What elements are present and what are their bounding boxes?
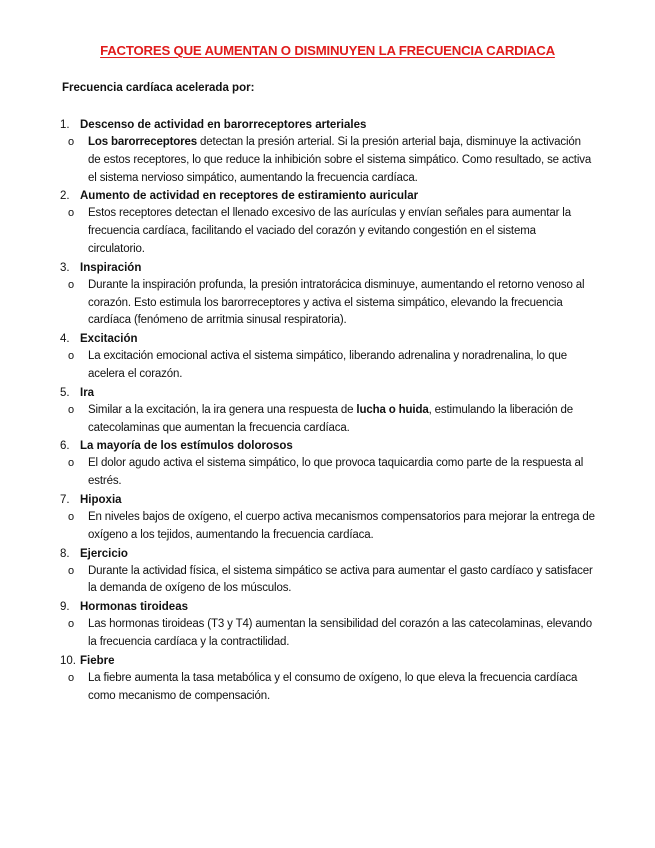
list-item — [0, 259, 655, 330]
item-heading: Descenso de actividad en barorreceptores arteriales — [80, 119, 367, 131]
item-body: El dolor agudo activa el sistema simpático, lo que provoca taquicardia como parte de la respuesta al estrés. — [88, 457, 584, 488]
bullet-icon: o — [68, 618, 75, 631]
list-item — [0, 491, 655, 545]
document-title: FACTORES QUE AUMENTAN O DISMINUYEN LA FRECUENCIA CARDIACA — [100, 43, 555, 58]
item-number: 4. — [60, 333, 70, 346]
list-item — [0, 384, 655, 438]
bullet-icon: o — [68, 403, 75, 416]
item-heading: Hormonas tiroideas — [80, 601, 188, 614]
item-body: En niveles bajos de oxígeno, el cuerpo activa mecanismos compensatorios para mejorar la entrega de oxígeno a los tejidos, aumentando la frecuencia cardíaca. — [88, 510, 595, 541]
item-body-text: , estimulando la liberación de catecolaminas que aumentan la frecuencia cardíaca. — [88, 403, 574, 434]
item-number: 10. — [60, 654, 76, 667]
list-item — [0, 330, 655, 384]
list-item — [0, 652, 655, 706]
factors-list — [0, 116, 655, 705]
list-item — [0, 545, 655, 599]
item-number: 3. — [60, 261, 70, 274]
item-heading: Ira — [80, 386, 95, 399]
list-item — [0, 187, 655, 258]
bullet-icon: o — [68, 207, 75, 220]
item-body-text-pre: Similar a la excitación, la ira genera una respuesta de — [88, 403, 357, 416]
item-body: Durante la inspiración profunda, la presión intratorácica disminuye, aumentando el retorno venoso al corazón. Esto estimula los barorreceptores y activa el sistema simpático, elevando la frecuencia cardíaca (fenómeno de arritmia sinusal respiratoria). — [88, 278, 585, 327]
item-number: 1. — [60, 119, 70, 131]
bullet-icon: o — [68, 671, 75, 684]
item-body — [88, 134, 595, 187]
item-body: Estos receptores detectan el llenado excesivo de las aurículas y envían señales para aumentar la frecuencia cardíaca, facilitando el vaciado del corazón y evitando congestión en el sistema circulatorio. — [88, 207, 571, 255]
item-number: 6. — [60, 440, 70, 453]
list-item — [0, 116, 655, 187]
item-body-text: detectan la presión arterial. Si la presión arterial baja, disminuye la activación de estos receptores, lo que reduce la inhibición sobre el sistema simpático. Como resultado, se activa el sistema nervioso simpático, aumentando la frecuencia cardíaca. — [88, 136, 592, 184]
item-number: 5. — [60, 386, 70, 399]
bullet-icon: o — [68, 510, 75, 523]
item-heading: La mayoría de los estímulos dolorosos — [80, 440, 293, 453]
item-heading: Inspiración — [80, 261, 142, 274]
item-body-bold: lucha o huida — [356, 403, 429, 416]
section-subtitle: Frecuencia cardíaca acelerada por: — [62, 82, 255, 94]
item-number: 7. — [60, 493, 70, 506]
bullet-icon: o — [68, 278, 75, 291]
item-body: Las hormonas tiroideas (T3 y T4) aumentan la sensibilidad del corazón a las catecolaminas, elevando la frecuencia cardíaca y la contractilidad. — [88, 618, 593, 648]
bullet-icon: o — [68, 350, 75, 363]
item-number: 9. — [60, 601, 70, 614]
item-number: 8. — [60, 547, 70, 560]
bullet-icon: o — [68, 457, 75, 470]
item-body — [88, 402, 595, 438]
item-number: 2. — [60, 190, 70, 203]
bullet-icon: o — [68, 564, 75, 577]
item-body: Durante la actividad física, el sistema simpático se activa para aumentar el gasto cardíaco y satisfacer la demanda de oxígeno de los músculos. — [88, 564, 593, 595]
list-item — [0, 437, 655, 491]
item-body-bold: Los barorreceptores — [88, 136, 197, 148]
list-item — [0, 598, 655, 652]
item-heading: Fiebre — [80, 654, 115, 667]
item-heading: Hipoxia — [80, 493, 122, 506]
item-heading: Ejercicio — [80, 547, 128, 560]
item-body: La fiebre aumenta la tasa metabólica y el consumo de oxígeno, lo que eleva la frecuencia cardíaca como mecanismo de compensación. — [88, 671, 578, 702]
item-heading: Aumento de actividad en receptores de estiramiento auricular — [80, 190, 419, 203]
bullet-icon: o — [68, 136, 75, 148]
item-body: La excitación emocional activa el sistema simpático, liberando adrenalina y noradrenalina, lo que acelera el corazón. — [88, 350, 567, 380]
item-heading: Excitación — [80, 333, 138, 346]
